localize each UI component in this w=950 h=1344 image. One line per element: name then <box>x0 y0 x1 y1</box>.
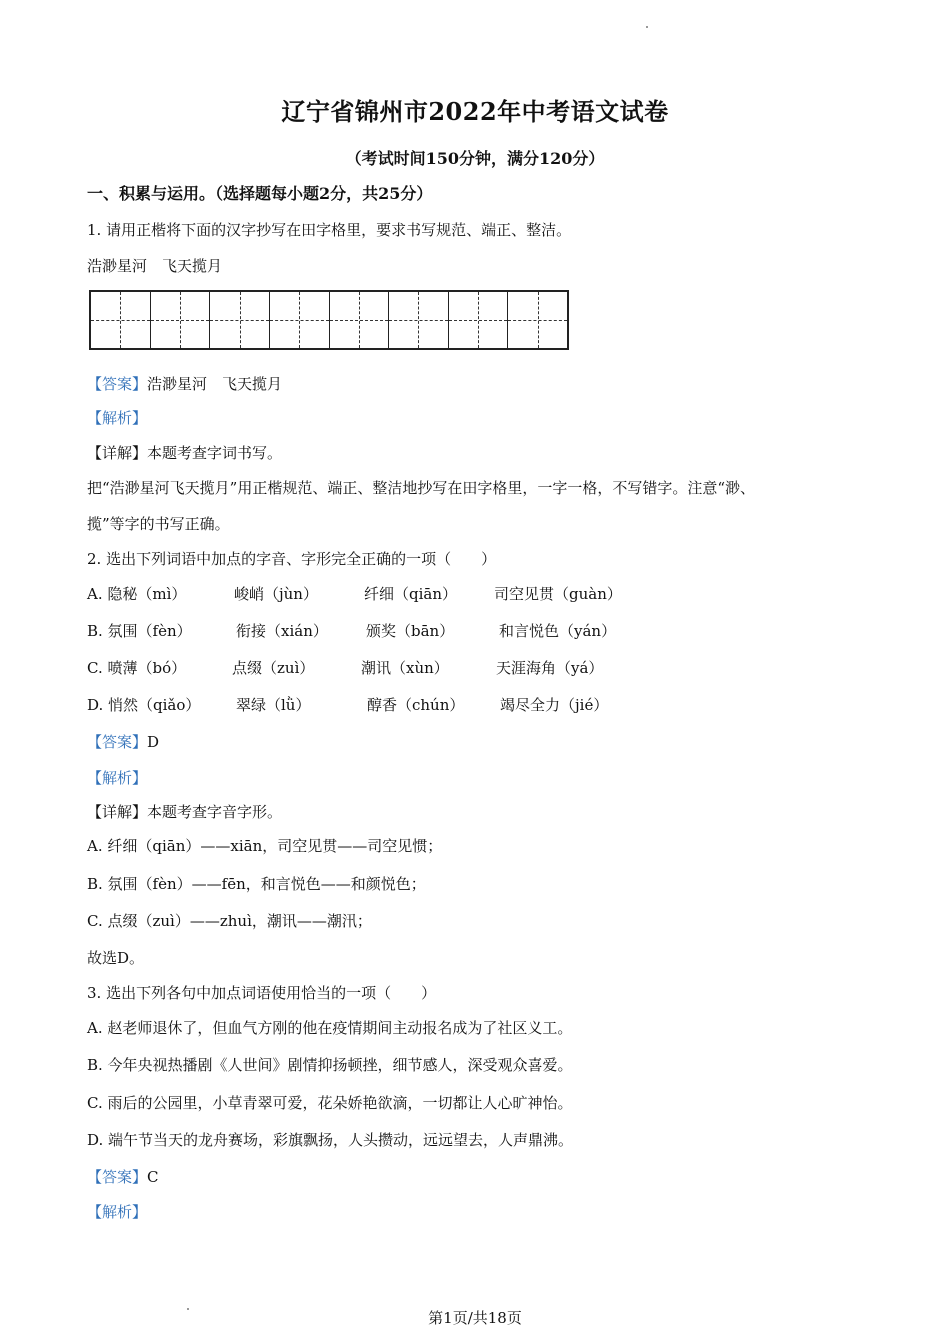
decorative-dot <box>646 26 648 28</box>
grid-cell <box>270 292 330 348</box>
q2-option-c-4: 天涯海角（yá） <box>496 659 604 677</box>
q3-answer <box>87 1166 159 1187</box>
grid-cell <box>151 292 211 348</box>
q3-option-a: A. 赵老师退休了，但血气方刚的他在疫情期间主动报名成为了社区义工。 <box>87 1019 573 1037</box>
grid-cell <box>91 292 151 348</box>
q1-explain-line2: 揽”等字的书写正确。 <box>87 515 230 533</box>
q1-analysis-tag: 【解析】 <box>87 409 148 427</box>
q1-explain-line1: 把“浩渺星河飞天揽月”用正楷规范、端正、整洁地抄写在田字格里，一字一格，不写错字。注意“渺、 <box>87 479 756 497</box>
q2-conclusion: 故选D。 <box>87 949 145 967</box>
page-title: 辽宁省锦州市2022年中考语文试卷 <box>281 97 669 126</box>
q2-option-d-1: D. 悄然（qiǎo） <box>87 696 201 714</box>
detail-text: 本题考查字词书写。 <box>147 444 283 462</box>
q1-detail <box>87 442 282 463</box>
q3-option-d: D. 端午节当天的龙舟赛场，彩旗飘扬，人头攒动，远远望去，人声鼎沸。 <box>87 1131 574 1149</box>
q2-option-b-1: B. 氛围（fèn） <box>87 622 192 640</box>
q2-option-b-4: 和言悦色（yán） <box>499 622 617 640</box>
q1-prompt: 1. 请用正楷将下面的汉字抄写在田字格里，要求书写规范、端正、整洁。 <box>87 221 572 239</box>
q2-option-b-2: 衔接（xián） <box>236 622 328 640</box>
q1-answer <box>87 373 282 394</box>
grid-cell <box>389 292 449 348</box>
q2-analysis-tag: 【解析】 <box>87 769 148 787</box>
q2-option-d-2: 翠绿（lǜ） <box>236 696 311 714</box>
q3-analysis-tag: 【解析】 <box>87 1203 148 1221</box>
q2-explain-a: A. 纤细（qiān）——xiān，司空见贯——司空见惯； <box>87 837 443 855</box>
answer-tag: 【答案】 <box>87 1168 148 1186</box>
detail-tag: 【详解】 <box>87 444 148 462</box>
answer-text: C <box>147 1168 159 1186</box>
section-heading: 一、积累与运用。（选择题每小题2分，共25分） <box>87 184 433 203</box>
q2-option-d-3: 醇香（chún） <box>367 696 465 714</box>
q2-option-a-3: 纤细（qiān） <box>364 585 458 603</box>
page-footer: 第1页/共18页 <box>428 1309 522 1327</box>
q2-explain-c: C. 点缀（zuì）——zhuì，潮讯——潮汛； <box>87 912 372 930</box>
q2-option-c-1: C. 喷薄（bó） <box>87 659 187 677</box>
q2-option-b-3: 颁奖（bān） <box>366 622 455 640</box>
detail-tag: 【详解】 <box>87 803 148 821</box>
q2-prompt: 2. 选出下列词语中加点的字音、字形完全正确的一项（ ） <box>87 550 497 568</box>
tianzige-grid <box>89 290 569 350</box>
answer-tag: 【答案】 <box>87 733 148 751</box>
q2-option-a-2: 峻峭（jùn） <box>234 585 318 603</box>
page-subtitle: （考试时间150分钟，满分120分） <box>345 149 605 168</box>
q2-option-c-3: 潮讯（xùn） <box>361 659 449 677</box>
answer-text: 浩渺星河 飞天揽月 <box>147 375 283 393</box>
q2-detail <box>87 801 282 822</box>
answer-text: D <box>147 733 160 751</box>
detail-text: 本题考查字音字形。 <box>147 803 283 821</box>
grid-cell <box>210 292 270 348</box>
grid-cell <box>508 292 567 348</box>
grid-cell <box>330 292 390 348</box>
q2-explain-b: B. 氛围（fèn）——fēn，和言悦色——和颜悦色； <box>87 875 426 893</box>
q2-option-c-2: 点缀（zuì） <box>232 659 315 677</box>
q3-prompt: 3. 选出下列各句中加点词语使用恰当的一项（ ） <box>87 984 437 1002</box>
q1-text: 浩渺星河 飞天揽月 <box>87 257 223 275</box>
q2-option-a-1: A. 隐秘（mì） <box>87 585 187 603</box>
q2-option-d-4: 竭尽全力（jié） <box>500 696 609 714</box>
answer-tag: 【答案】 <box>87 375 148 393</box>
q3-option-b: B. 今年央视热播剧《人世间》剧情抑扬顿挫，细节感人，深受观众喜爱。 <box>87 1056 573 1074</box>
q3-option-c: C. 雨后的公园里，小草青翠可爱，花朵娇艳欲滴，一切都让人心旷神怡。 <box>87 1094 573 1112</box>
grid-cell <box>449 292 509 348</box>
q2-option-a-4: 司空见贯（guàn） <box>494 585 622 603</box>
q2-answer <box>87 731 159 752</box>
